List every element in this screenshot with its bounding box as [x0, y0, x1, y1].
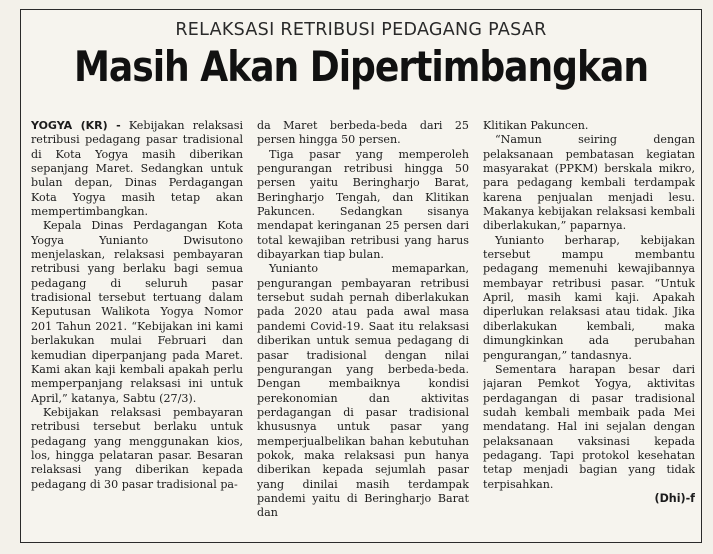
main-headline: Masih Akan Dipertimbangkan	[73, 42, 649, 91]
paragraph: Sementara harapan besar dari jajaran Pemkot Yogya, aktivitas perdagangan di pasar tradisional sudah kembali membaik pada Mei mendatang. Hal ini sejalan dengan pelaksanaan vaksinasi kepada pedagang. Tapi protokol kesehatan tetap menjadi bagian yang tidak terpisahkan.	[483, 362, 695, 491]
paragraph: Klitikan Pakuncen.	[483, 119, 589, 132]
paragraph: Kebijakan relaksasi pembayaran retribusi tersebut berlaku untuk pedagang yang menggunakan kios, los, hingga pelataran pasar. Besaran relaksasi yang diberikan kepada pedagang di 30 pasar tradisional pa-	[31, 405, 243, 491]
author-signature: (Dhi)-f	[654, 491, 695, 505]
column-1	[31, 119, 243, 539]
paragraph: Tiga pasar yang memperoleh pengurangan retribusi hingga 50 persen yaitu Beringharjo Barat, Beringharjo Tengah, dan Klitikan Pakuncen. Sedangkan sisanya mendapat keringanan 25 persen dari total kewajiban retribusi yang harus dibayarkan tiap bulan.	[257, 147, 469, 262]
paragraph	[31, 119, 243, 219]
newspaper-clipping	[20, 9, 702, 543]
paragraph: “Namun seiring dengan pelaksanaan pembatasan kegiatan masyarakat (PPKM) berskala mikro, para pedagang kembali terdampak karena penjualan menjadi lesu. Makanya kebijakan relaksasi kembali diberlakukan,” paparnya.	[483, 133, 695, 233]
paragraph: Yunianto berharap, kebijakan tersebut mampu membantu pedagang memenuhi kewajibannya membayar retribusi pasar. “Untuk April, masih kami kaji. Apakah diperlukan relaksasi atau tidak. Jika diberlakukan kembali, maka dimungkinkan ada perubahan pengurangan,” tandasnya.	[483, 233, 695, 362]
kicker-headline: RELAKSASI RETRIBUSI PEDAGANG PASAR	[175, 20, 547, 40]
dateline: YOGYA (KR) -	[31, 119, 121, 132]
paragraph: Kepala Dinas Perdagangan Kota Yogya Yunianto Dwisutono menjelaskan, relaksasi pembayaran retribusi yang berlaku bagi semua pedagang di seluruh pasar tradisional tersebut tertuang dalam Keputusan Walikota Yogya Nomor 201 Tahun 2021. “Kebijakan ini kami berlakukan mulai Februari dan kemudian diperpanjang pada Maret. Kami akan kaji kembali apakah perlu memperpanjang relaksasi ini untuk April,” katanya, Sabtu (27/3).	[31, 219, 243, 405]
column-2	[257, 119, 469, 539]
paragraph: da Maret berbeda-beda dari 25 persen hingga 50 persen.	[257, 119, 469, 147]
paragraph-text: Kebijakan relaksasi retribusi pedagang pasar tradisional di Kota Yogya masih diberikan sepanjang Maret. Sedangkan untuk bulan depan, Dinas Perdagangan Kota Yogya masih tetap akan mempertimbangkan.	[31, 119, 243, 219]
column-3	[483, 119, 695, 539]
article-body	[31, 119, 695, 539]
paragraph: Yunianto memaparkan, pengurangan pembayaran retribusi tersebut sudah pernah diberlakukan pada 2020 atau pada awal masa pandemi Covid-19. Saat itu relaksasi diberikan untuk semua pedagang di pasar tradisional dengan nilai pengurangan yang berbeda-beda. Dengan membaiknya kondisi perekonomian dan aktivitas perdagangan di pasar tradisional khususnya untuk pasar yang memperjualbelikan bahan kebutuhan pokok, maka relaksasi pun hanya diberikan kepada sejumlah pasar yang dinilai masih terdampak pandemi yaitu di Beringharjo Barat dan	[257, 262, 469, 520]
